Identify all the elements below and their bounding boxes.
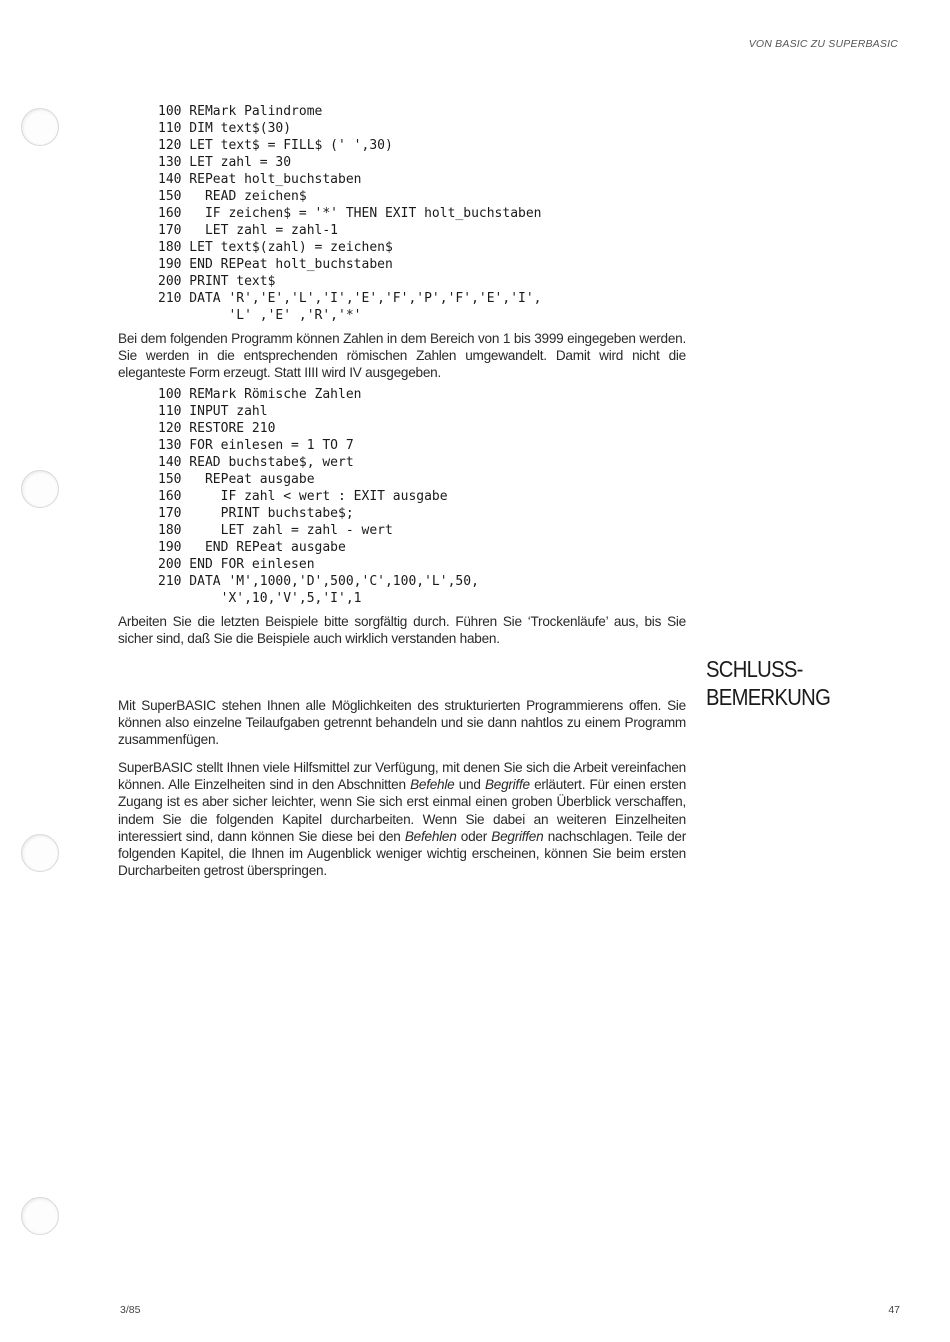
emphasis-befehlen: Befehlen xyxy=(404,828,457,844)
running-header: VON BASIC ZU SUPERBASIC xyxy=(748,38,898,50)
code-line: 190 END REPeat ausgabe xyxy=(158,540,346,555)
code-line: 210 DATA 'R','E','L','I','E','F','P','F','E','I', xyxy=(158,291,542,306)
code-line: 210 DATA 'M',1000,'D',500,'C',100,'L',50, xyxy=(158,574,479,589)
code-line: 170 LET zahl = zahl-1 xyxy=(158,223,339,238)
code-line: 140 READ buchstabe$, wert xyxy=(158,455,354,470)
code-line: 170 PRINT buchstabe$; xyxy=(158,506,354,521)
section-heading-line: BEMERKUNG xyxy=(706,684,831,710)
code-line: 180 LET text$(zahl) = zeichen$ xyxy=(158,240,393,255)
paragraph-intro-roman: Bei dem folgenden Programm können Zahlen in dem Bereich von 1 bis 3999 eingegeben werden. Sie werden in die entsprechenden römischen Zahlen umgewandelt. Damit wird nicht die eleganteste Form erzeugt. Statt IIII wird IV ausgegeben. xyxy=(118,331,686,381)
page-number: 47 xyxy=(888,1304,900,1316)
paragraph-practice: Arbeiten Sie die letzten Beispiele bitte sorgfältig durch. Führen Sie ‘Trockenläufe’ aus, bis Sie sicher sind, daß Sie die Beispiele auch wirklich verstanden haben. xyxy=(118,614,686,647)
text-run: erläutert. Für einen ersten Zugang ist es aber sicher leichter, wenn Sie sich erst einmal einen groben Überblick verschaffen, indem Sie die folgenden Kapitel durcharbeiten. Wenn Sie dabei an weiteren Einzelheiten interessiert sind, dann können Sie diese bei den xyxy=(118,777,687,844)
code-line: 200 PRINT text$ xyxy=(158,274,276,289)
punch-hole xyxy=(21,470,59,508)
text-run: oder xyxy=(456,828,492,844)
footer-date: 3/85 xyxy=(120,1304,141,1316)
text-run: SuperBASIC stellt Ihnen viele Hilfsmittel zur Verfügung, mit denen Sie sich die Arbeit vereinfachen können. Alle Einzelheiten sind in den Abschnitten xyxy=(118,760,686,793)
code-line: 120 RESTORE 210 xyxy=(158,421,276,436)
section-heading-line: SCHLUSS- xyxy=(706,656,803,682)
code-line: 100 REMark Palindrome xyxy=(158,104,323,119)
code-line: 120 LET text$ = FILL$ (' ',30) xyxy=(158,138,393,153)
text-run: und xyxy=(454,777,485,793)
emphasis-befehle: Befehle xyxy=(410,777,455,793)
code-line: 160 IF zahl < wert : EXIT ausgabe xyxy=(158,489,448,504)
code-listing-palindrome xyxy=(158,103,542,324)
paragraph-tools xyxy=(118,759,686,879)
punch-hole xyxy=(21,1197,59,1235)
code-line: 190 END REPeat holt_buchstaben xyxy=(158,257,393,272)
section-heading xyxy=(706,655,830,711)
code-line: 130 LET zahl = 30 xyxy=(158,155,292,170)
punch-hole xyxy=(21,834,59,872)
code-line: 'X',10,'V',5,'I',1 xyxy=(158,591,362,606)
code-line: 'L' ,'E' ,'R','*' xyxy=(158,308,362,323)
text-run: nachschlagen. Teile der folgenden Kapitel, die Ihnen im Augenblick weniger wichtig erscheinen, können Sie beim ersten Durcharbeiten getrost überspringen. xyxy=(118,828,687,879)
paragraph-structured: Mit SuperBASIC stehen Ihnen alle Möglichkeiten des strukturierten Programmierens offen. Sie können also einzelne Teilaufgaben getrennt behandeln und sie dann nahtlos zu einem Programm zusammenfügen. xyxy=(118,698,686,748)
punch-hole xyxy=(21,108,59,146)
emphasis-begriffen: Begriffen xyxy=(491,828,544,844)
code-line: 150 REPeat ausgabe xyxy=(158,472,315,487)
code-line: 150 READ zeichen$ xyxy=(158,189,307,204)
code-line: 100 REMark Römische Zahlen xyxy=(158,387,362,402)
code-line: 110 DIM text$(30) xyxy=(158,121,292,136)
code-line: 180 LET zahl = zahl - wert xyxy=(158,523,393,538)
code-line: 160 IF zeichen$ = '*' THEN EXIT holt_buchstaben xyxy=(158,206,542,221)
code-line: 140 REPeat holt_buchstaben xyxy=(158,172,362,187)
code-line: 200 END FOR einlesen xyxy=(158,557,315,572)
code-listing-roman xyxy=(158,386,479,607)
emphasis-begriffe: Begriffe xyxy=(484,777,530,793)
code-line: 110 INPUT zahl xyxy=(158,404,268,419)
code-line: 130 FOR einlesen = 1 TO 7 xyxy=(158,438,354,453)
